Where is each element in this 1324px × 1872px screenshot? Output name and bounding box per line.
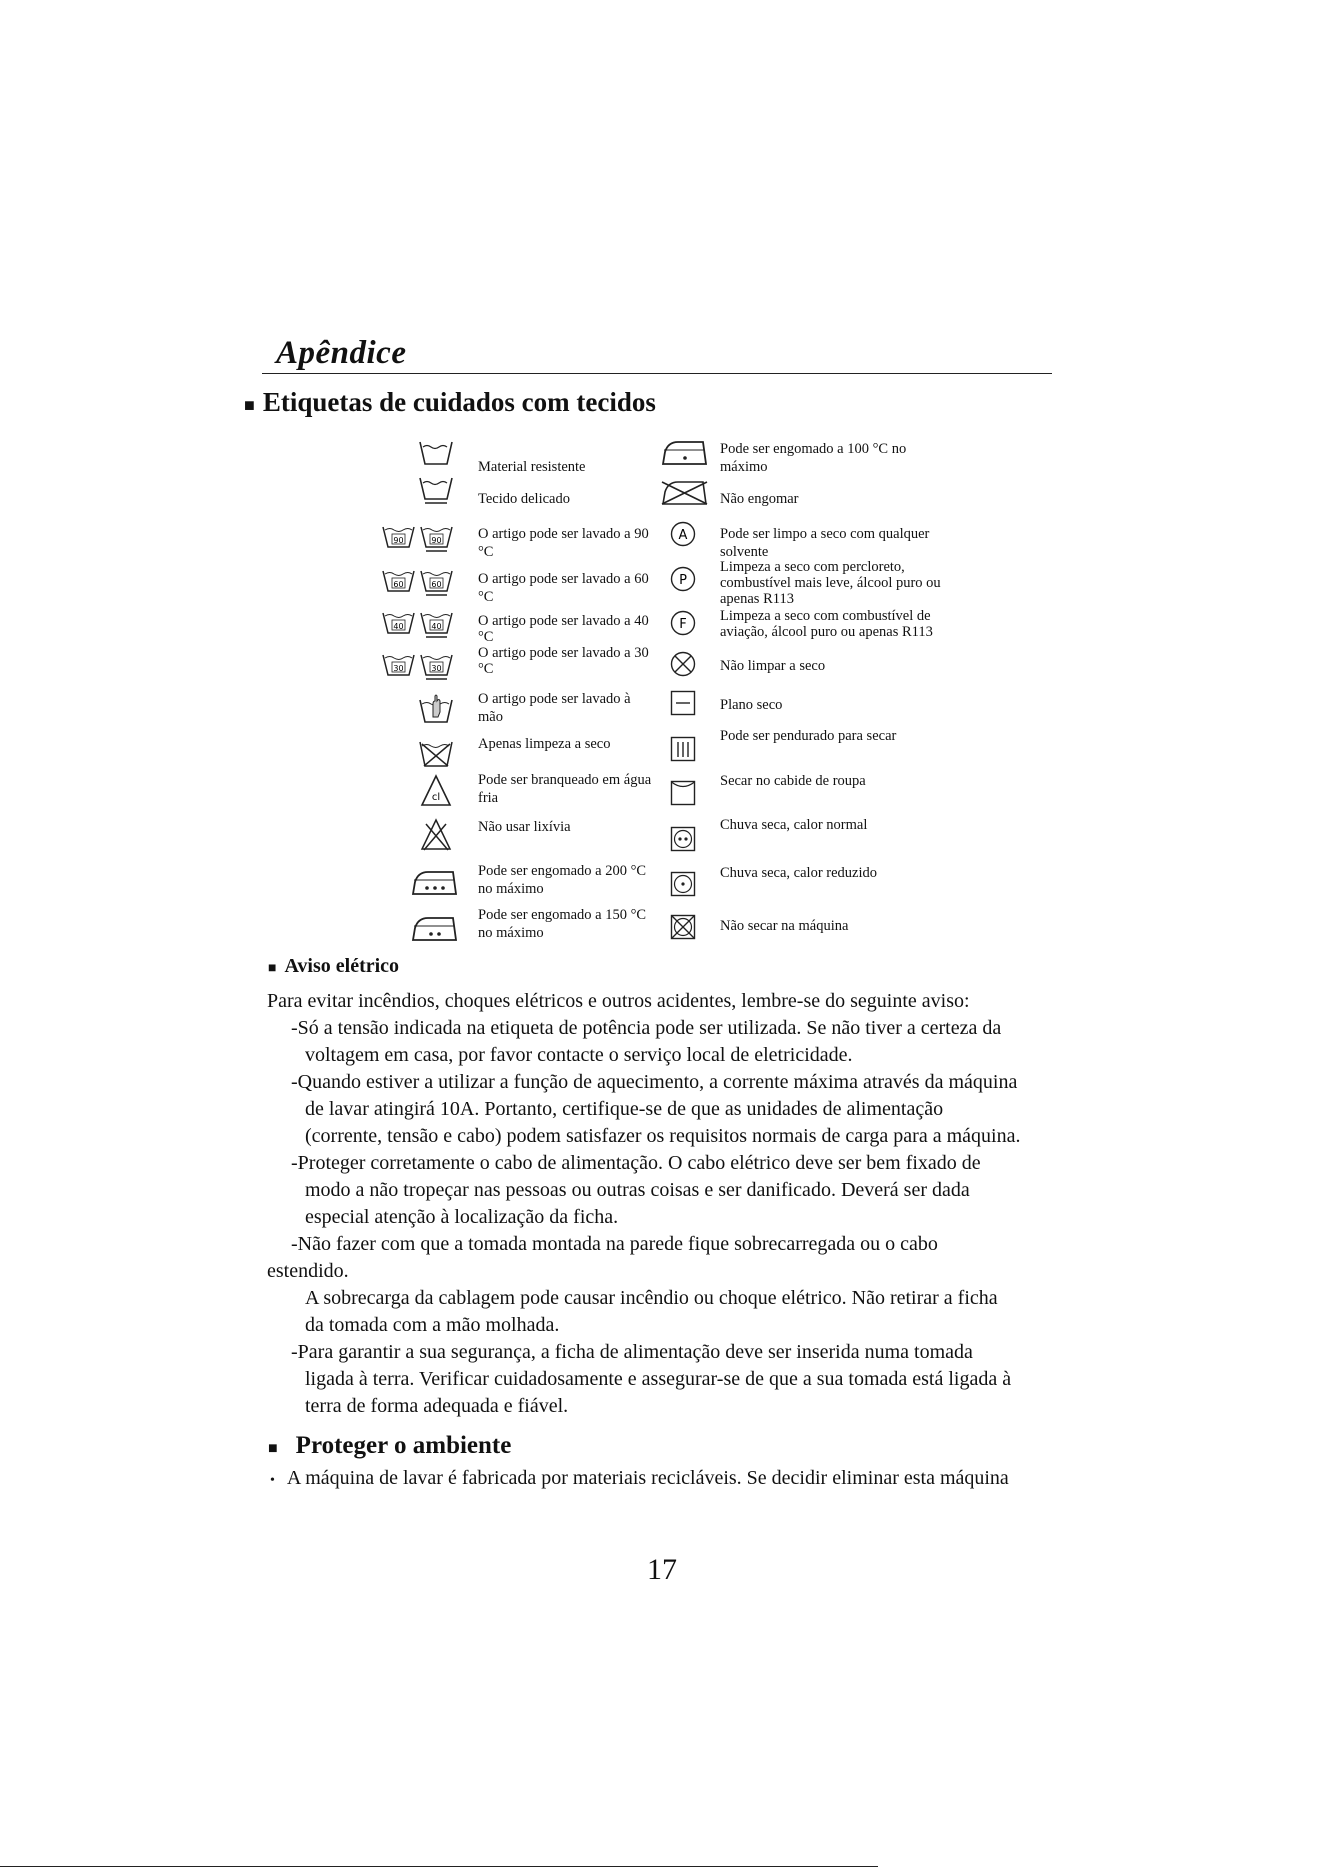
dry-clean-f-icon xyxy=(670,610,696,636)
care-label-text: Pode ser engomado a 150 °C no máximo xyxy=(478,907,647,941)
wash-tub-icon xyxy=(418,439,454,467)
iron-200-icon xyxy=(410,868,458,896)
no-dry-clean-icon xyxy=(670,651,696,677)
dry-clean-p-icon xyxy=(670,566,696,592)
warning-line: terra de forma adequada e fiável. xyxy=(305,1395,569,1417)
environment-section-heading xyxy=(268,1432,511,1460)
warning-line: -Só a tensão indicada na etiqueta de potência pode ser utilizada. Se não tiver a certeza da xyxy=(291,1017,1002,1039)
warning-line: A sobrecarga da cablagem pode causar incêndio ou choque elétrico. Não retirar a ficha xyxy=(305,1287,998,1309)
environment-bullet-text: A máquina de lavar é fabricada por materiais recicláveis. Se decidir eliminar esta máquina xyxy=(286,1467,1009,1489)
care-label-text: Tecido delicado xyxy=(478,491,570,507)
drip-dry-icon xyxy=(670,735,696,763)
svg-text:90: 90 xyxy=(431,536,442,545)
svg-text:cl: cl xyxy=(431,792,441,803)
warning-line: estendido. xyxy=(267,1260,349,1282)
line-dry-icon xyxy=(670,779,696,807)
wash-tub-delicate-icon xyxy=(418,475,454,505)
care-label-text: Limpeza a seco com percloreto, combustível mais leve, álcool puro ou apenas R113 xyxy=(720,559,941,607)
warning-line: voltagem em casa, por favor contacte o serviço local de eletricidade. xyxy=(305,1044,853,1066)
warning-line: -Proteger corretamente o cabo de alimentação. O cabo elétrico deve ser bem fixado de xyxy=(291,1152,981,1174)
svg-text:40: 40 xyxy=(431,622,442,631)
warning-line: -Quando estiver a utilizar a função de aquecimento, a corrente máxima através da máquina xyxy=(291,1071,1018,1093)
warning-heading-text: Aviso elétrico xyxy=(284,955,400,977)
warning-section-heading xyxy=(268,955,399,978)
wash-30-icon xyxy=(382,651,454,683)
care-label-text: O artigo pode ser lavado à mão xyxy=(478,691,631,725)
dry-clean-a-icon xyxy=(670,521,696,547)
tumble-dry-normal-icon xyxy=(670,826,696,852)
svg-text:60: 60 xyxy=(393,580,404,589)
care-label-text: O artigo pode ser lavado a 30 °C xyxy=(478,645,649,677)
square-bullet-icon: ■ xyxy=(268,961,277,976)
svg-text:30: 30 xyxy=(431,664,442,673)
page-title: Apêndice xyxy=(276,335,407,371)
care-label-text: Limpeza a seco com combustível de aviação, álcool puro ou apenas R113 xyxy=(720,608,933,640)
care-label-text: Pode ser engomado a 200 °C no máximo xyxy=(478,863,647,897)
warning-line: (corrente, tensão e cabo) podem satisfazer os requisitos normais de carga para a máquina. xyxy=(305,1125,1021,1147)
warning-line: -Não fazer com que a tomada montada na parede fique sobrecarregada ou o cabo xyxy=(291,1233,938,1255)
svg-text:90: 90 xyxy=(393,536,404,545)
warning-line: modo a não tropeçar nas pessoas ou outras coisas e ser danificado. Deverá ser dada xyxy=(305,1179,970,1201)
iron-100-icon xyxy=(660,438,708,466)
care-label-text: O artigo pode ser lavado a 60 °C xyxy=(478,571,649,605)
square-bullet-icon: ■ xyxy=(268,1440,278,1457)
care-label-text: Chuva seca, calor normal xyxy=(720,817,868,833)
wash-90-icon xyxy=(382,523,454,555)
iron-150-icon xyxy=(410,914,458,942)
warning-line: especial atenção à localização da ficha. xyxy=(305,1206,619,1228)
svg-text:F: F xyxy=(679,617,687,632)
dry-flat-icon xyxy=(670,690,696,716)
dry-clean-only-icon xyxy=(418,738,454,770)
tumble-dry-low-icon xyxy=(670,871,696,897)
bleach-cold-icon xyxy=(420,774,452,808)
care-label-text: Pode ser branqueado em água fria xyxy=(478,772,652,806)
care-label-text: Pode ser engomado a 100 °C no máximo xyxy=(720,441,907,475)
care-label-text: Secar no cabide de roupa xyxy=(720,773,866,789)
care-label-text: Plano seco xyxy=(720,697,783,713)
warning-line: da tomada com a mão molhada. xyxy=(305,1314,560,1336)
care-label-text: O artigo pode ser lavado a 40 °C xyxy=(478,613,649,645)
care-heading-text: Etiquetas de cuidados com tecidos xyxy=(262,387,656,417)
wash-40-icon xyxy=(382,609,454,641)
svg-text:A: A xyxy=(678,528,688,543)
bullet-dot-icon: • xyxy=(270,1473,275,1488)
no-tumble-dry-icon xyxy=(670,914,696,940)
care-section-heading xyxy=(244,387,656,418)
warning-intro: Para evitar incêndios, choques elétricos e outros acidentes, lembre-se do seguinte aviso: xyxy=(267,990,970,1012)
wash-60-icon xyxy=(382,567,454,599)
care-label-text: Não limpar a seco xyxy=(720,658,826,674)
care-label-text: Chuva seca, calor reduzido xyxy=(720,865,878,881)
warning-line: de lavar atingirá 10A. Portanto, certifique-se de que as unidades de alimentação xyxy=(305,1098,944,1120)
warning-line: ligada à terra. Verificar cuidadosamente e assegurar-se de que a sua tomada está ligada à xyxy=(305,1368,1012,1390)
environment-bullet xyxy=(270,1465,1009,1494)
hand-wash-icon xyxy=(418,692,454,726)
footer-divider xyxy=(0,1866,878,1867)
svg-text:60: 60 xyxy=(431,580,442,589)
warning-line: -Para garantir a sua segurança, a ficha de alimentação deve ser inserida numa tomada xyxy=(291,1341,973,1363)
environment-heading-text: Proteger o ambiente xyxy=(295,1432,512,1459)
care-label-text: Apenas limpeza a seco xyxy=(478,736,611,752)
care-label-text: Pode ser limpo a seco com qualquer solvente xyxy=(720,526,930,560)
title-divider xyxy=(262,373,1052,374)
page-number: 17 xyxy=(647,1553,677,1586)
care-label-text: Material resistente xyxy=(478,459,586,475)
svg-text:P: P xyxy=(679,573,687,588)
svg-text:30: 30 xyxy=(393,664,404,673)
care-label-text: Não engomar xyxy=(720,491,799,507)
care-label-text: Pode ser pendurado para secar xyxy=(720,728,897,744)
svg-text:40: 40 xyxy=(393,622,404,631)
care-label-text: O artigo pode ser lavado a 90 °C xyxy=(478,526,649,560)
no-iron-icon xyxy=(660,478,708,506)
square-bullet-icon: ■ xyxy=(244,395,255,415)
care-label-text: Não secar na máquina xyxy=(720,918,849,934)
care-label-text: Não usar lixívia xyxy=(478,819,571,835)
no-bleach-icon xyxy=(420,818,452,852)
